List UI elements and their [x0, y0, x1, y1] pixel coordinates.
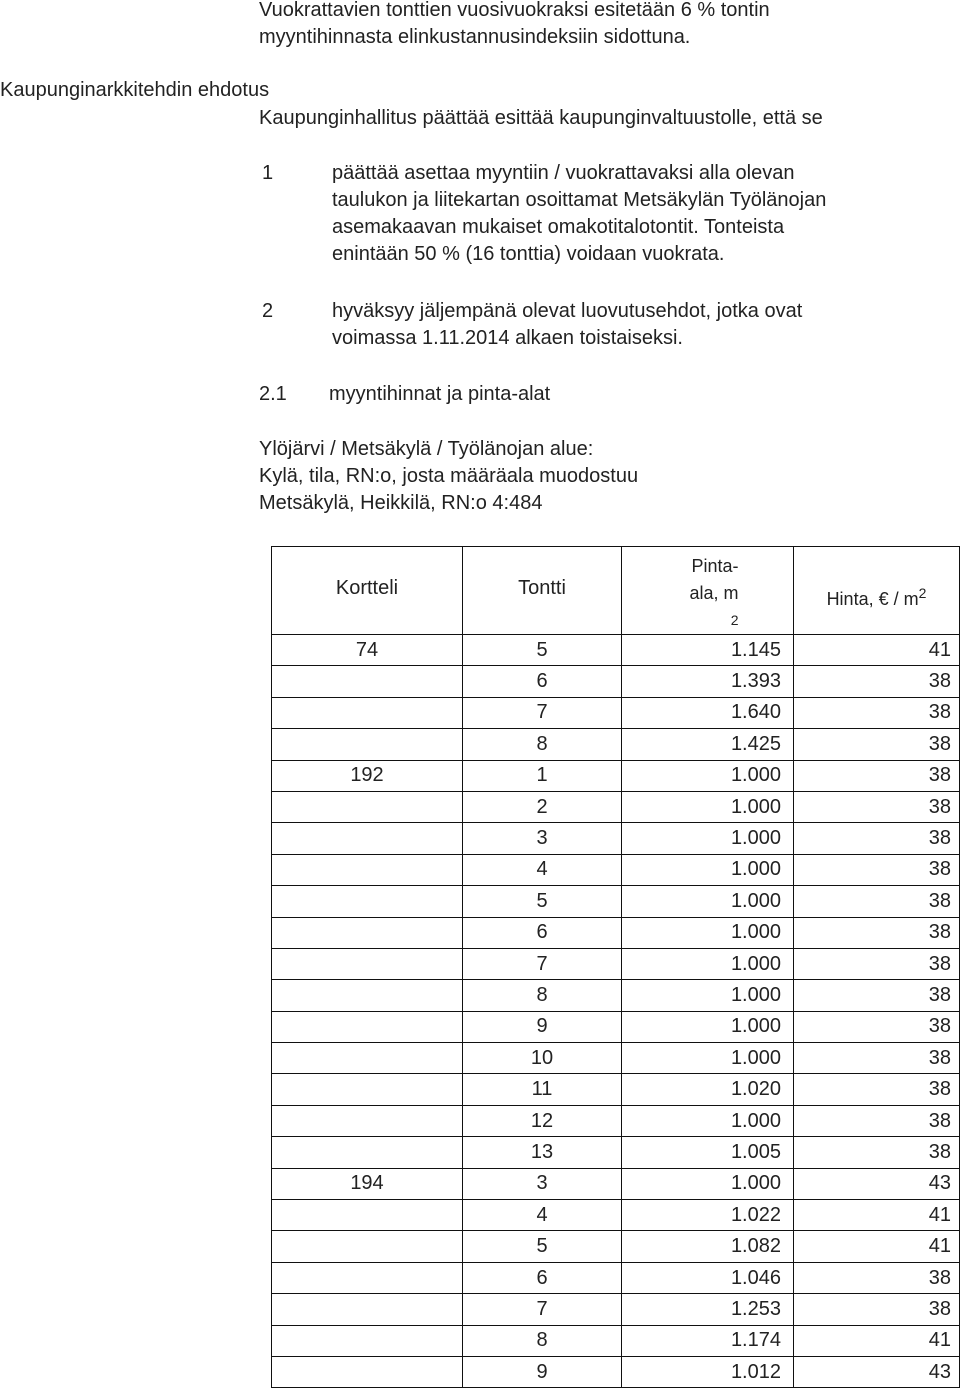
cell-pinta-ala: 1.000 — [622, 948, 794, 979]
cell-pinta-ala: 1.082 — [622, 1231, 794, 1262]
cell-hinta: 38 — [794, 1043, 960, 1074]
table-row — [272, 635, 960, 666]
cell-hinta: 38 — [794, 729, 960, 760]
cell-kortteli — [272, 948, 463, 979]
cell-kortteli — [272, 1043, 463, 1074]
table-row — [272, 1294, 960, 1325]
cell-pinta-ala: 1.022 — [622, 1200, 794, 1231]
cell-pinta-ala: 1.000 — [622, 1043, 794, 1074]
cell-tontti: 13 — [463, 1137, 622, 1168]
cell-hinta: 43 — [794, 1168, 960, 1199]
cell-kortteli — [272, 697, 463, 728]
cell-hinta: 38 — [794, 854, 960, 885]
cell-pinta-ala: 1.000 — [622, 1105, 794, 1136]
cell-hinta: 38 — [794, 1294, 960, 1325]
cell-tontti: 8 — [463, 1325, 622, 1356]
cell-tontti: 7 — [463, 1294, 622, 1325]
cell-hinta: 38 — [794, 917, 960, 948]
header-kortteli: Kortteli — [272, 547, 463, 635]
cell-kortteli: 194 — [272, 1168, 463, 1199]
header-pinta-ala: Pinta-ala, $m^2$ — [622, 547, 794, 635]
cell-tontti: 4 — [463, 854, 622, 885]
table-row — [272, 948, 960, 979]
cell-hinta: 41 — [794, 1200, 960, 1231]
cell-tontti: 9 — [463, 1011, 622, 1042]
table-row — [272, 1074, 960, 1105]
table-row — [272, 823, 960, 854]
cell-pinta-ala: 1.253 — [622, 1294, 794, 1325]
proposal-lead: Kaupunginhallitus päättää esittää kaupunginvaltuustolle, että se — [259, 107, 823, 129]
cell-pinta-ala: 1.000 — [622, 980, 794, 1011]
table-row — [272, 791, 960, 822]
cell-tontti: 5 — [463, 886, 622, 917]
item-number: 2 — [262, 300, 274, 322]
table-row — [272, 1356, 960, 1387]
cell-tontti: 7 — [463, 697, 622, 728]
item-line: päättää asettaa myyntiin / vuokrattavaksi alla olevan — [332, 162, 795, 184]
table-row — [272, 1325, 960, 1356]
cell-tontti: 10 — [463, 1043, 622, 1074]
cell-pinta-ala: 1.020 — [622, 1074, 794, 1105]
cell-kortteli: 74 — [272, 635, 463, 666]
header-tontti: Tontti — [463, 547, 622, 635]
item-line: voimassa 1.11.2014 alkaen toistaiseksi. — [332, 327, 683, 349]
table-header-row — [272, 547, 960, 635]
cell-tontti: 6 — [463, 1262, 622, 1293]
location-line: Ylöjärvi / Metsäkylä / Työlänojan alue: — [259, 438, 594, 460]
cell-pinta-ala: 1.000 — [622, 854, 794, 885]
item-2 — [262, 298, 802, 352]
cell-hinta: 38 — [794, 823, 960, 854]
table-row — [272, 666, 960, 697]
cell-pinta-ala: 1.000 — [622, 1011, 794, 1042]
cell-kortteli — [272, 980, 463, 1011]
cell-tontti: 5 — [463, 635, 622, 666]
cell-tontti: 2 — [463, 791, 622, 822]
item-line: enintään 50 % (16 tonttia) voidaan vuokrata. — [332, 243, 725, 265]
cell-kortteli — [272, 791, 463, 822]
item-line: hyväksyy jäljempänä olevat luovutusehdot, jotka ovat — [332, 300, 803, 322]
table-row — [272, 1168, 960, 1199]
item-2-1 — [259, 381, 550, 408]
cell-pinta-ala: 1.000 — [622, 886, 794, 917]
table-row — [272, 729, 960, 760]
cell-tontti: 8 — [463, 980, 622, 1011]
header-hinta: Hinta, € / $m^2$ — [794, 547, 960, 635]
cell-hinta: 38 — [794, 697, 960, 728]
cell-tontti: 1 — [463, 760, 622, 791]
cell-tontti: 6 — [463, 666, 622, 697]
cell-kortteli: 192 — [272, 760, 463, 791]
table-row — [272, 1137, 960, 1168]
cell-tontti: 8 — [463, 729, 622, 760]
cell-kortteli — [272, 1356, 463, 1387]
cell-kortteli — [272, 666, 463, 697]
cell-pinta-ala: 1.000 — [622, 917, 794, 948]
table-row — [272, 1262, 960, 1293]
cell-tontti: 11 — [463, 1074, 622, 1105]
cell-pinta-ala: 1.012 — [622, 1356, 794, 1387]
cell-tontti: 12 — [463, 1105, 622, 1136]
cell-kortteli — [272, 854, 463, 885]
cell-kortteli — [272, 1294, 463, 1325]
cell-kortteli — [272, 1262, 463, 1293]
cell-tontti: 5 — [463, 1231, 622, 1262]
cell-hinta: 38 — [794, 1105, 960, 1136]
cell-hinta: 41 — [794, 1325, 960, 1356]
location-line: Kylä, tila, RN:o, josta määräala muodostuu — [259, 465, 639, 487]
cell-hinta: 38 — [794, 791, 960, 822]
cell-kortteli — [272, 1105, 463, 1136]
cell-kortteli — [272, 917, 463, 948]
cell-kortteli — [272, 729, 463, 760]
location-block — [259, 436, 638, 517]
cell-hinta: 38 — [794, 886, 960, 917]
cell-kortteli — [272, 1074, 463, 1105]
cell-kortteli — [272, 1325, 463, 1356]
intro-line: Vuokrattavien tonttien vuosivuokraksi esitetään 6 % tontin — [259, 0, 770, 21]
table-row — [272, 980, 960, 1011]
cell-tontti: 3 — [463, 823, 622, 854]
table-row — [272, 854, 960, 885]
table-row — [272, 1105, 960, 1136]
cell-pinta-ala: 1.000 — [622, 823, 794, 854]
cell-pinta-ala: 1.425 — [622, 729, 794, 760]
item-line: asemakaavan mukaiset omakotitalotontit. Tonteista — [332, 216, 785, 238]
cell-tontti: 6 — [463, 917, 622, 948]
cell-pinta-ala: 1.005 — [622, 1137, 794, 1168]
cell-hinta: 41 — [794, 1231, 960, 1262]
item-line: myyntihinnat ja pinta-alat — [329, 383, 551, 405]
table-row — [272, 697, 960, 728]
cell-tontti: 4 — [463, 1200, 622, 1231]
cell-hinta: 38 — [794, 980, 960, 1011]
table-row — [272, 1043, 960, 1074]
cell-hinta: 38 — [794, 1074, 960, 1105]
cell-pinta-ala: 1.174 — [622, 1325, 794, 1356]
intro-line: myyntihinnasta elinkustannusindeksiin sidottuna. — [259, 26, 691, 48]
cell-pinta-ala: 1.145 — [622, 635, 794, 666]
table-row — [272, 1231, 960, 1262]
cell-hinta: 41 — [794, 635, 960, 666]
cell-pinta-ala: 1.046 — [622, 1262, 794, 1293]
table-row — [272, 1200, 960, 1231]
item-number: 2.1 — [259, 383, 287, 405]
cell-hinta: 38 — [794, 760, 960, 791]
cell-tontti: 7 — [463, 948, 622, 979]
item-number: 1 — [262, 162, 274, 184]
item-line: taulukon ja liitekartan osoittamat Metsäkylän Työlänojan — [332, 189, 827, 211]
cell-pinta-ala: 1.000 — [622, 1168, 794, 1199]
cell-kortteli — [272, 1137, 463, 1168]
cell-kortteli — [272, 1200, 463, 1231]
cell-hinta: 38 — [794, 666, 960, 697]
location-line: Metsäkylä, Heikkilä, RN:o 4:484 — [259, 492, 543, 514]
cell-hinta: 38 — [794, 1137, 960, 1168]
item-1 — [262, 160, 826, 268]
cell-hinta: 38 — [794, 948, 960, 979]
cell-kortteli — [272, 823, 463, 854]
cell-tontti: 3 — [463, 1168, 622, 1199]
cell-tontti: 9 — [463, 1356, 622, 1387]
cell-kortteli — [272, 1231, 463, 1262]
cell-pinta-ala: 1.640 — [622, 697, 794, 728]
table-row — [272, 886, 960, 917]
cell-pinta-ala: 1.393 — [622, 666, 794, 697]
cell-kortteli — [272, 886, 463, 917]
cell-hinta: 43 — [794, 1356, 960, 1387]
cell-pinta-ala: 1.000 — [622, 760, 794, 791]
cell-kortteli — [272, 1011, 463, 1042]
table-row — [272, 917, 960, 948]
table-row — [272, 1011, 960, 1042]
cell-hinta: 38 — [794, 1262, 960, 1293]
cell-pinta-ala: 1.000 — [622, 791, 794, 822]
euro-icon: € — [878, 589, 889, 609]
proposal-heading: Kaupunginarkkitehdin ehdotus — [0, 79, 270, 101]
plots-table — [271, 546, 960, 1388]
table-row — [272, 760, 960, 791]
cell-hinta: 38 — [794, 1011, 960, 1042]
